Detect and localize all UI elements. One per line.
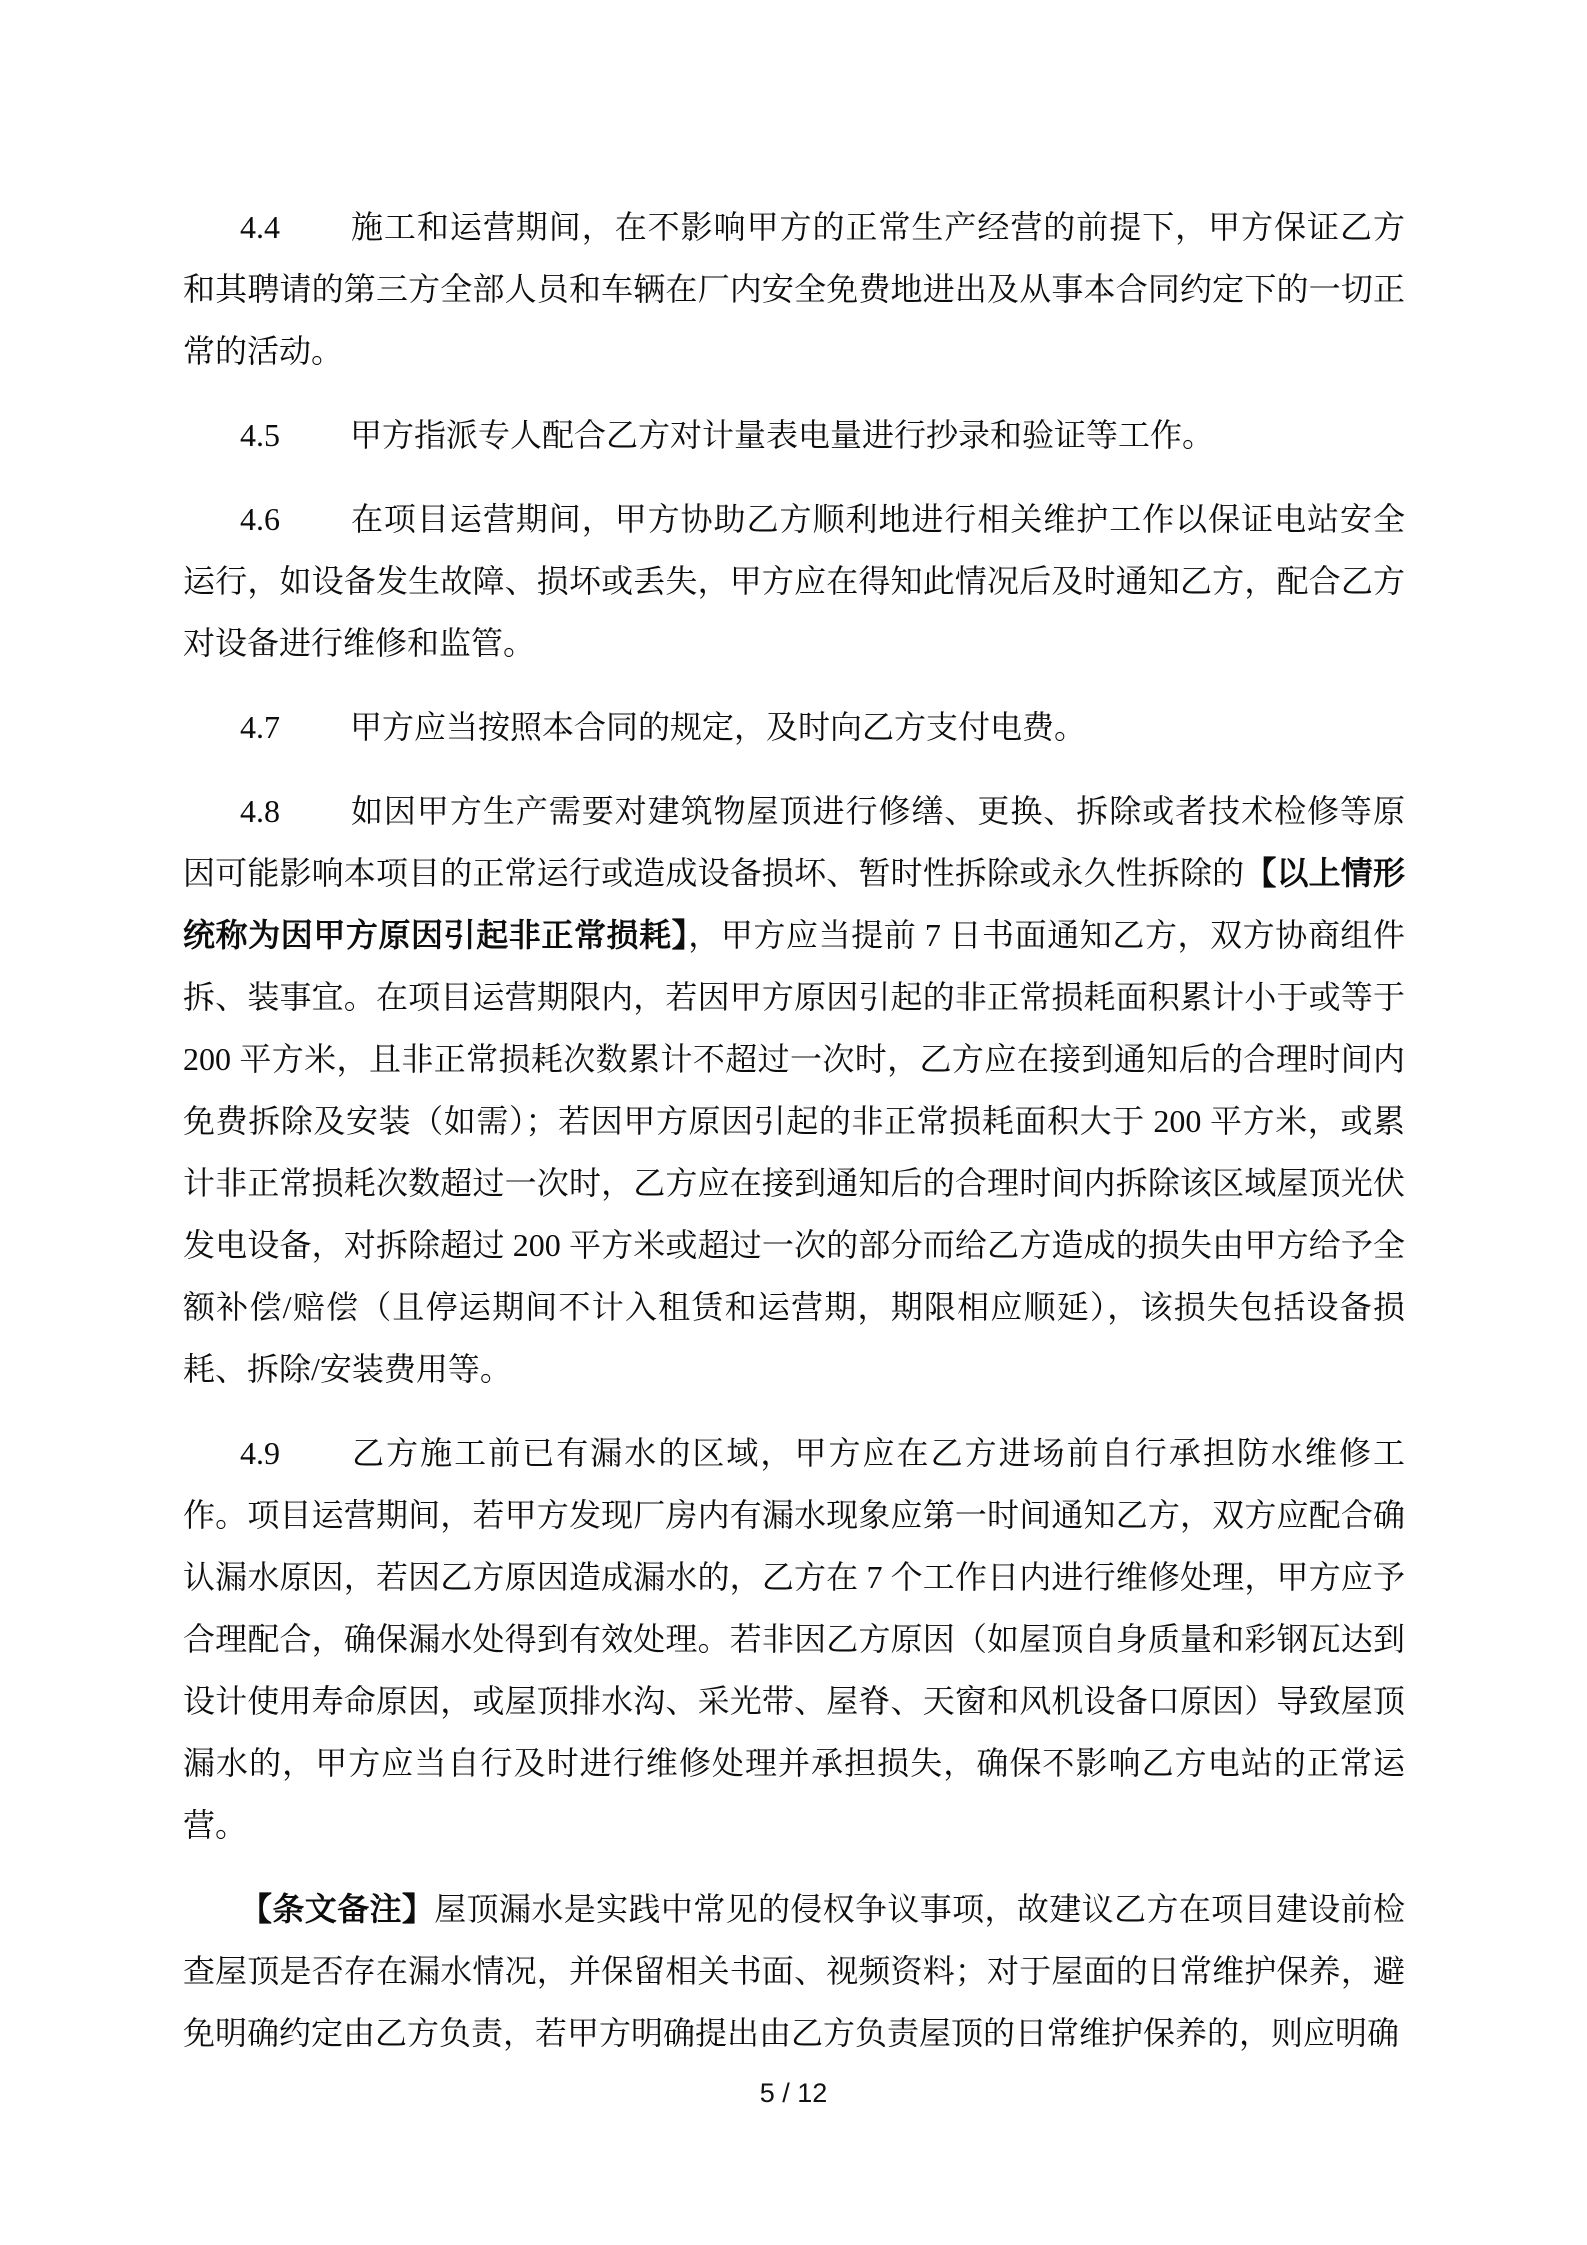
contract-paragraph	[183, 1878, 1405, 2064]
contract-paragraph	[183, 488, 1405, 674]
contract-paragraph	[183, 1422, 1405, 1856]
text-run: 乙方施工前已有漏水的区域，甲方应在乙方进场前自行承担防水维修工作。项目运营期间，若甲方发现厂房内有漏水现象应第一时间通知乙方，双方应配合确认漏水原因，若因乙方原因造成漏水的，乙方在 7 个工作日内进行维修处理，甲方应予合理配合，确保漏水处得到有效处理。若非因乙方原因（如屋顶自身质量和彩钢瓦达到设计使用寿命原因，或屋顶排水沟、采光带、屋脊、天窗和风机设备口原因）导致屋顶漏水的，甲方应当自行及时进行维修处理并承担损失，确保不影响乙方电站的正常运营。	[183, 1435, 1405, 1843]
text-run: 甲方指派专人配合乙方对计量表电量进行抄录和验证等工作。	[350, 417, 1215, 453]
clause-number: 4.5	[240, 417, 280, 453]
contract-paragraph	[183, 780, 1405, 1400]
contract-paragraph	[183, 196, 1405, 382]
emphasis-run: 【条文备注】	[240, 1891, 435, 1927]
contract-paragraph	[183, 404, 1405, 466]
page-number: 5 / 12	[759, 2078, 828, 2108]
text-run: 施工和运营期间，在不影响甲方的正常生产经营的前提下，甲方保证乙方和其聘请的第三方全部人员和车辆在厂内安全免费地进出及从事本合同约定下的一切正常的活动。	[183, 209, 1405, 369]
contract-body	[183, 196, 1405, 2086]
text-run: 甲方应当按照本合同的规定，及时向乙方支付电费。	[350, 709, 1087, 745]
clause-number: 4.8	[240, 793, 280, 829]
clause-number: 4.6	[240, 501, 280, 537]
text-run: ，甲方应当提前 7 日书面通知乙方，双方协商组件拆、装事宜。在项目运营期限内，若因甲方原因引起的非正常损耗面积累计小于或等于 200 平方米，且非正常损耗次数累计不超过一次时，乙方应在接到通知后的合理时间内免费拆除及安装（如需）；若因甲方原因引起的非正常损耗面积大于 200 平方米，或累计非正常损耗次数超过一次时，乙方应在接到通知后的合理时间内拆除该区域屋顶光伏发电设备，对拆除超过 200 平方米或超过一次的部分而给乙方造成的损失由甲方给予全额补偿/赔偿（且停运期间不计入租赁和运营期，期限相应顺延），该损失包括设备损耗、拆除/安装费用等。	[183, 917, 1405, 1387]
emphasis-run: 【以上情形统称为因甲方原因引起非正常损耗】	[183, 855, 1405, 953]
clause-number: 4.9	[240, 1435, 280, 1471]
contract-paragraph	[183, 696, 1405, 758]
text-run: 屋顶漏水是实践中常见的侵权争议事项，故建议乙方在项目建设前检查屋顶是否存在漏水情况，并保留相关书面、视频资料；对于屋面的日常维护保养，避免明确约定由乙方负责，若甲方明确提出由乙方负责屋顶的日常维护保养的，则应明确	[183, 1891, 1405, 2051]
clause-number: 4.7	[240, 709, 280, 745]
clause-number: 4.4	[240, 209, 280, 245]
text-run: 如因甲方生产需要对建筑物屋顶进行修缮、更换、拆除或者技术检修等原因可能影响本项目的正常运行或造成设备损坏、暂时性拆除或永久性拆除的	[183, 793, 1405, 891]
text-run: 在项目运营期间，甲方协助乙方顺利地进行相关维护工作以保证电站安全运行，如设备发生故障、损坏或丢失，甲方应在得知此情况后及时通知乙方，配合乙方对设备进行维修和监管。	[183, 501, 1405, 661]
